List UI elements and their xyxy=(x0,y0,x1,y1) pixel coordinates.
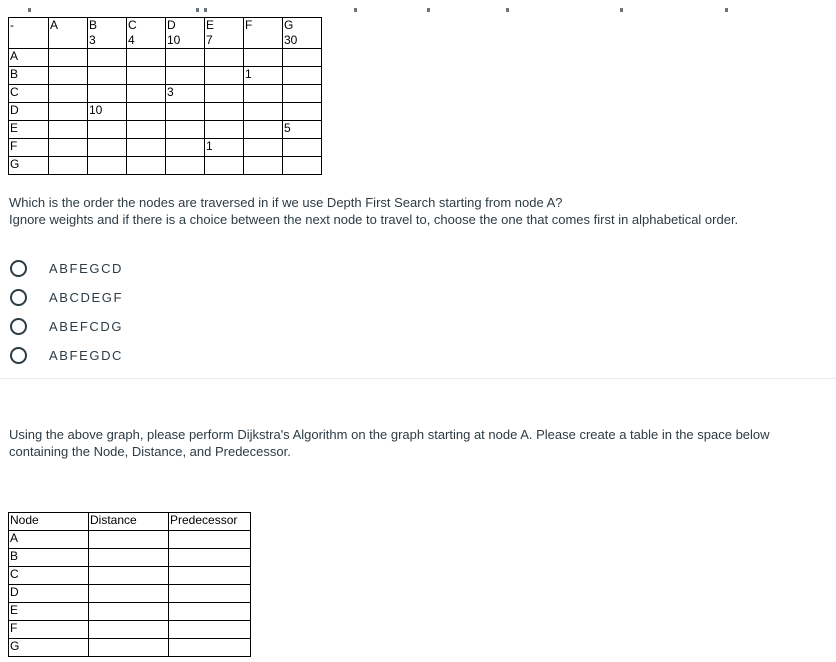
table-row xyxy=(9,85,322,103)
text-fragment xyxy=(196,8,199,12)
table-cell: A xyxy=(9,49,49,67)
table-row xyxy=(9,603,251,621)
answer-option-1[interactable] xyxy=(10,254,123,283)
table-cell xyxy=(244,157,283,175)
table-cell xyxy=(49,121,88,139)
table-cell xyxy=(88,139,127,157)
answer-option-2[interactable] xyxy=(10,283,123,312)
table-cell xyxy=(49,85,88,103)
table-row xyxy=(9,49,322,67)
distance-cell[interactable] xyxy=(89,603,169,621)
table-cell xyxy=(283,85,322,103)
table-cell: 5 xyxy=(283,121,322,139)
text-fragment xyxy=(506,8,509,12)
distance-cell[interactable] xyxy=(89,585,169,603)
table-cell: B 3 xyxy=(88,18,127,49)
table-cell: F xyxy=(9,139,49,157)
answer-label: ABEFCDG xyxy=(49,319,124,334)
radio-button[interactable] xyxy=(10,318,27,335)
table-cell: - xyxy=(9,18,49,49)
radio-button[interactable] xyxy=(10,260,27,277)
table-cell: D 10 xyxy=(166,18,205,49)
cropped-text-fragments xyxy=(0,0,836,18)
predecessor-cell[interactable] xyxy=(169,585,251,603)
table-row xyxy=(9,621,251,639)
column-header: Node xyxy=(9,513,89,531)
table-cell: E xyxy=(9,121,49,139)
table-cell xyxy=(49,139,88,157)
predecessor-cell[interactable] xyxy=(169,639,251,657)
table-cell xyxy=(127,67,166,85)
table-cell xyxy=(205,49,244,67)
text-fragment xyxy=(427,8,430,12)
table-cell xyxy=(166,139,205,157)
question1-line1: Which is the order the nodes are traversed in if we use Depth First Search starting from node A? xyxy=(9,195,563,210)
table-cell xyxy=(205,103,244,121)
table-row xyxy=(9,585,251,603)
section-divider xyxy=(0,378,836,379)
distance-cell[interactable] xyxy=(89,621,169,639)
dijkstra-result-table xyxy=(8,512,251,657)
table-cell: G xyxy=(9,157,49,175)
table-cell xyxy=(49,157,88,175)
predecessor-cell[interactable] xyxy=(169,603,251,621)
table-cell xyxy=(49,67,88,85)
table-cell: 1 xyxy=(205,139,244,157)
question1-line2: Ignore weights and if there is a choice between the next node to travel to, choose the one that comes first in alphabetical order. xyxy=(9,212,739,227)
table-cell: E 7 xyxy=(205,18,244,49)
distance-cell[interactable] xyxy=(89,531,169,549)
adjacency-table xyxy=(8,17,322,175)
table-cell xyxy=(205,67,244,85)
table-cell xyxy=(166,121,205,139)
node-cell: C xyxy=(9,567,89,585)
answer-option-4[interactable] xyxy=(10,341,123,370)
predecessor-cell[interactable] xyxy=(169,549,251,567)
table-cell xyxy=(283,67,322,85)
table-cell xyxy=(127,121,166,139)
radio-button[interactable] xyxy=(10,289,27,306)
table-cell: D xyxy=(9,103,49,121)
table-cell xyxy=(166,49,205,67)
table-row xyxy=(9,67,322,85)
table-cell xyxy=(88,121,127,139)
node-cell: B xyxy=(9,549,89,567)
answer-option-3[interactable] xyxy=(10,312,123,341)
table-cell xyxy=(244,103,283,121)
table-header-row xyxy=(9,18,322,49)
table-cell: A xyxy=(49,18,88,49)
table-cell xyxy=(205,85,244,103)
table-cell xyxy=(88,67,127,85)
answer-options xyxy=(10,254,123,370)
text-fragment xyxy=(725,8,728,12)
table-cell xyxy=(205,121,244,139)
text-fragment xyxy=(620,8,623,12)
table-cell: F xyxy=(244,18,283,49)
node-cell: F xyxy=(9,621,89,639)
predecessor-cell[interactable] xyxy=(169,567,251,585)
table-row xyxy=(9,139,322,157)
distance-cell[interactable] xyxy=(89,567,169,585)
table-cell xyxy=(88,85,127,103)
column-header: Distance xyxy=(89,513,169,531)
table-cell xyxy=(283,49,322,67)
table-cell: G 30 xyxy=(283,18,322,49)
text-fragment xyxy=(28,8,31,12)
table-cell xyxy=(127,49,166,67)
table-cell xyxy=(244,139,283,157)
table-cell xyxy=(88,49,127,67)
table-row xyxy=(9,639,251,657)
table-row xyxy=(9,549,251,567)
table-cell xyxy=(49,49,88,67)
question2-line2: containing the Node, Distance, and Predecessor. xyxy=(9,444,291,459)
table-cell xyxy=(244,85,283,103)
table-cell xyxy=(127,85,166,103)
question2-line1: Using the above graph, please perform Dijkstra's Algorithm on the graph starting at node A. Please create a table in the space below xyxy=(9,427,770,442)
table-cell xyxy=(166,157,205,175)
node-cell: E xyxy=(9,603,89,621)
table-cell xyxy=(166,103,205,121)
text-fragment xyxy=(354,8,357,12)
table-cell: 1 xyxy=(244,67,283,85)
table-cell: B xyxy=(9,67,49,85)
table-cell xyxy=(205,157,244,175)
table-cell: C xyxy=(9,85,49,103)
predecessor-cell[interactable] xyxy=(169,531,251,549)
node-cell: G xyxy=(9,639,89,657)
table-cell xyxy=(283,139,322,157)
table-row xyxy=(9,567,251,585)
table-row xyxy=(9,157,322,175)
table-cell xyxy=(127,103,166,121)
radio-button[interactable] xyxy=(10,347,27,364)
predecessor-cell[interactable] xyxy=(169,621,251,639)
answer-label: ABFEGCD xyxy=(49,261,124,276)
table-cell xyxy=(88,157,127,175)
distance-cell[interactable] xyxy=(89,549,169,567)
column-header: Predecessor xyxy=(169,513,251,531)
table-row xyxy=(9,121,322,139)
answer-label: ABCDEGF xyxy=(49,290,124,305)
text-fragment xyxy=(204,8,207,12)
distance-cell[interactable] xyxy=(89,639,169,657)
table-cell xyxy=(283,157,322,175)
table-header-row xyxy=(9,513,251,531)
table-cell xyxy=(49,103,88,121)
table-cell xyxy=(244,49,283,67)
node-cell: A xyxy=(9,531,89,549)
table-cell xyxy=(283,103,322,121)
table-cell xyxy=(127,139,166,157)
table-row xyxy=(9,531,251,549)
table-cell: 10 xyxy=(88,103,127,121)
table-cell: C 4 xyxy=(127,18,166,49)
table-cell xyxy=(127,157,166,175)
table-row xyxy=(9,103,322,121)
node-cell: D xyxy=(9,585,89,603)
answer-label: ABFEGDC xyxy=(49,348,124,363)
table-cell xyxy=(244,121,283,139)
table-cell: 3 xyxy=(166,85,205,103)
table-cell xyxy=(166,67,205,85)
